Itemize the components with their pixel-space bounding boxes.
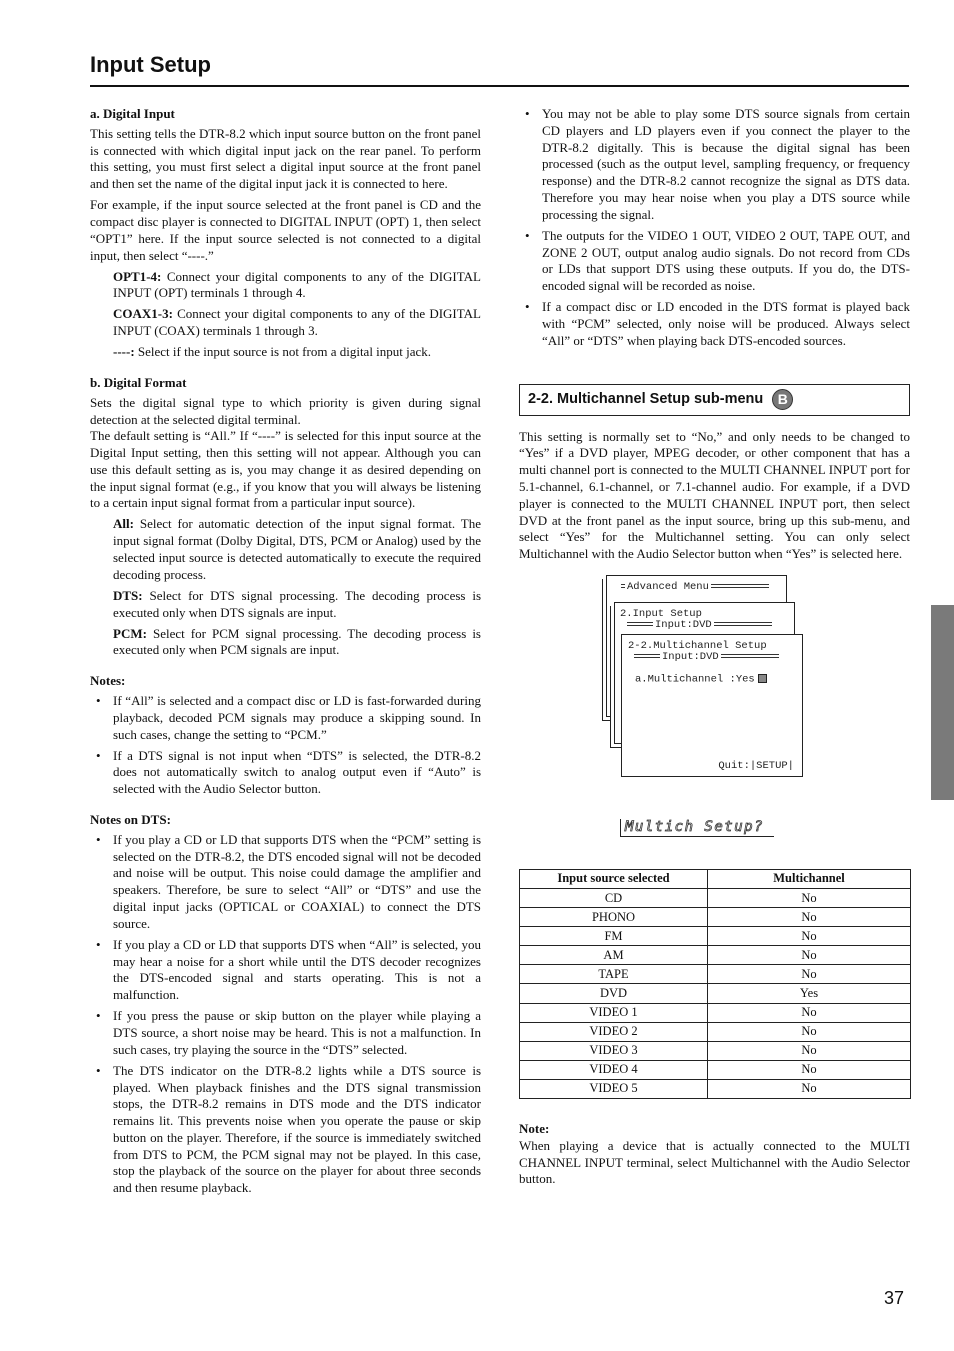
notes-list — [90, 693, 481, 798]
dts-notes-list — [90, 832, 481, 1197]
table-header: Input source selected — [520, 869, 708, 888]
option-none-term: ----: — [113, 344, 135, 360]
table-cell: VIDEO 5 — [520, 1079, 708, 1098]
option-dts-term: DTS: — [113, 587, 143, 603]
double-line-icon — [711, 584, 769, 588]
table-row — [520, 1041, 911, 1060]
digital-input-paragraph-1: This setting tells the DTR-8.2 which input source button on the front panel is connected with which digital input jack on the rear panel. To perform this setting, you must first select a digital input source at the front panel and then set the name of the digital input jack it is connected to here. — [90, 125, 481, 192]
table-cell: VIDEO 2 — [520, 1022, 708, 1041]
option-all-term: All: — [113, 516, 134, 532]
osd-line — [632, 652, 802, 663]
submenu-title: 2-2. Multichannel Setup sub-menu — [528, 391, 764, 408]
osd-screens — [519, 575, 910, 817]
table-cell: VIDEO 3 — [520, 1041, 708, 1060]
table-row — [520, 1060, 911, 1079]
table-cell: AM — [520, 946, 708, 965]
title-rule — [90, 85, 909, 87]
table-header: Multichannel — [708, 869, 911, 888]
double-line-icon — [714, 622, 772, 626]
option-all — [90, 516, 481, 583]
table-cell: No — [708, 889, 911, 908]
double-line-icon — [627, 622, 653, 626]
lcd-display — [519, 819, 910, 837]
note-heading: Note: — [519, 1121, 550, 1137]
submenu-heading-box — [519, 384, 910, 416]
table-cell: TAPE — [520, 965, 708, 984]
osd-screen2-sub: Input:DVD — [655, 618, 712, 631]
osd-screen3-item: a.Multichannel :Yes — [635, 673, 755, 686]
right-column — [519, 106, 910, 1192]
osd-screen3-quit: Quit:|SETUP| — [718, 759, 794, 772]
table-row — [520, 908, 911, 927]
osd-line — [619, 582, 786, 593]
table-cell: No — [708, 1003, 911, 1022]
option-opt-term: OPT1-4: — [113, 268, 162, 284]
table-cell: No — [708, 1079, 911, 1098]
list-item: • If a DTS signal is not input when “DTS” is selected, the DTR-8.2 does not automatically switch to analog output even if “Auto” is selected with the Audio Selector button. — [90, 748, 481, 798]
table-cell: No — [708, 908, 911, 927]
list-item: • If you play a CD or LD that supports DTS when “All” is selected, you may hear a noise for a short while until the DTS decoder recognizes the DTS-encoded signal and starts operating. This is not a malfunction. — [90, 937, 481, 1004]
option-coax-desc: Connect your digital components to any of the DIGITAL INPUT (COAX) terminals 1 through 3. — [113, 306, 481, 339]
double-line-icon — [721, 654, 779, 658]
double-line-icon — [634, 654, 660, 658]
digital-format-heading: b. Digital Format — [90, 374, 187, 390]
option-dts-desc: Select for DTS signal processing. The decoding process is executed only when DTS signals are input. — [113, 587, 481, 620]
note-text: When playing a device that is actually connected to the MULTI CHANNEL INPUT terminal, select Multichannel with the Audio Selector button. — [519, 1137, 910, 1187]
osd-screen2-title: 2.Input Setup — [620, 607, 702, 620]
double-line-icon — [621, 584, 625, 588]
dts-notes-continued-list — [519, 106, 910, 350]
cursor-icon — [758, 674, 767, 683]
osd-screen3-sub: Input:DVD — [662, 650, 719, 663]
dts-notes-heading: Notes on DTS: — [90, 811, 171, 827]
table-header-row — [520, 869, 911, 888]
table-cell: CD — [520, 889, 708, 908]
digital-input-heading: a. Digital Input — [90, 106, 175, 121]
multichannel-table — [519, 869, 911, 1099]
option-coax — [90, 306, 481, 340]
b-badge-icon: B — [772, 389, 793, 410]
osd-screen3-title: 2-2.Multichannel Setup — [628, 639, 767, 652]
osd-line — [635, 674, 802, 685]
table-cell: No — [708, 1060, 911, 1079]
list-item: • If “All” is selected and a compact disc or LD is fast-forwarded during playback, decoded PCM signals may produce a skipping sound. In such cases, change the setting to “PCM.” — [90, 693, 481, 743]
table-row — [520, 1079, 911, 1098]
table-cell: No — [708, 965, 911, 984]
list-item: • If you play a CD or LD that supports DTS when the “PCM” setting is selected on the DTR-8.2, the DTS encoded signal will not be decoded and noise will be output. This noise could damage the amplifier and speakers. Therefore, be sure to select “All” or “DTS” and use the digital input jacks (OPTICAL or COAXIAL) to connect the DTS source. — [90, 832, 481, 933]
table-cell: No — [708, 927, 911, 946]
section-side-tab — [931, 605, 954, 800]
digital-format-paragraph-2: The default setting is “All.” If “----” is selected for this input source at the Digital Input setting, then this setting will not appear. Although you can use this default setting as is, you may change it as desired depending on the input signal format (e.g., if you know that you will always be listening to a certain input signal format from a particular input source). — [90, 428, 481, 511]
option-pcm-term: PCM: — [113, 625, 147, 641]
table-cell: No — [708, 946, 911, 965]
page-title: Input Setup — [90, 52, 211, 77]
option-opt-desc: Connect your digital components to any of the DIGITAL INPUT (OPT) terminals 1 through 4. — [113, 268, 481, 301]
table-row — [520, 984, 911, 1003]
list-item: • The DTS indicator on the DTR-8.2 lights while a DTS source is played. When playback finishes and the DTS signal transmission stops, the DTR-8.2 remains in DTS mode and the DTS indicator remains lit. This prevents noise when you operate the pause or skip button on the player. Therefore, if the source is immediately switched from DTS to PCM, the PCM signal may not be played. In this case, stop the playback of the source on the player for about three seconds and then resume playback. — [90, 1063, 481, 1197]
digital-input-paragraph-2: For example, if the input source selected at the front panel is CD and the compact disc player is connected to DIGITAL INPUT (OPT) 1, then select “OPT1” here. If the input source selected is not connected to a digital input, then select “----.” — [90, 197, 481, 263]
table-cell: FM — [520, 927, 708, 946]
table-row — [520, 1003, 911, 1022]
digital-format-paragraph-1: Sets the digital signal type to which priority is given during signal detection at the selected digital terminal. — [90, 394, 481, 427]
osd-screen1-title: Advanced Menu — [627, 580, 709, 593]
left-column — [90, 106, 481, 1201]
table-row — [520, 927, 911, 946]
lcd-text: Multich Setup? — [620, 819, 774, 837]
option-none-desc: Select if the input source is not from a digital input jack. — [134, 344, 432, 360]
option-none — [90, 344, 481, 361]
list-item: • The outputs for the VIDEO 1 OUT, VIDEO 2 OUT, TAPE OUT, and ZONE 2 OUT, output analog audio signals. Do not record from CDs or LDs that support DTS using these outputs. If you do, the DTS-encoded signal will be recorded as noise. — [519, 228, 910, 295]
list-item: • If you press the pause or skip button on the player while playing a DTS source, a short noise may be heard. This is not a malfunction. In such cases, try playing the source in the “DTS” selected. — [90, 1008, 481, 1058]
table-row — [520, 1022, 911, 1041]
list-item: • If a compact disc or LD encoded in the DTS format is played back with “PCM” selected, only noise will be produced. Always select “All” or “DTS” when playing back DTS-encoded sources. — [519, 299, 910, 349]
table-cell: VIDEO 1 — [520, 1003, 708, 1022]
osd-line — [625, 620, 794, 631]
table-row — [520, 946, 911, 965]
osd-screen-multichannel-setup — [621, 634, 803, 777]
notes-heading: Notes: — [90, 673, 126, 689]
option-pcm-desc: Select for PCM signal processing. The decoding process is executed only when PCM signals are input. — [113, 625, 481, 658]
table-cell: No — [708, 1041, 911, 1060]
table-cell: VIDEO 4 — [520, 1060, 708, 1079]
table-row — [520, 965, 911, 984]
table-cell: Yes — [708, 984, 911, 1003]
option-coax-term: COAX1-3: — [113, 306, 173, 322]
submenu-paragraph: This setting is normally set to “No,” and only needs to be changed to “Yes” if a DVD player, MPEG decoder, or other component that has a multi channel port is connected to the MULTI CHANNEL INPUT port for 5.1-channel, 6.1-channel, or 7.1-channel audio. For example, if a DVD player is connected to the MULTI CHANNEL INPUT port, then select DVD at the front panel as the input source, bring up this sub-menu, and select “Yes” for the Multichannel setting. You can only select Multichannel with the Audio Selector button when “Yes” is selected here. — [519, 428, 910, 562]
option-pcm — [90, 626, 481, 660]
table-row — [520, 889, 911, 908]
page-number: 37 — [884, 1288, 905, 1308]
table-cell: No — [708, 1022, 911, 1041]
option-all-desc: Select for automatic detection of the input signal format. The input signal format (Dolby Digital, DTS, PCM or Analog) used by the selected input source is detected automatically to execute the required decoding process. — [113, 516, 481, 582]
list-item: • You may not be able to play some DTS source signals from certain CD players and LD players even if you connect the player to the DTR-8.2 digitally. This is because the digital signal has been processed (such as the output level, sampling frequency, or frequency response) and the DTR-8.2 cannot recognize the signal as DTS data. Therefore you may hear noise when you play a DTS source while processing the signal. — [519, 106, 910, 224]
option-opt — [90, 269, 481, 303]
table-cell: PHONO — [520, 908, 708, 927]
option-dts — [90, 588, 481, 622]
table-cell: DVD — [520, 984, 708, 1003]
